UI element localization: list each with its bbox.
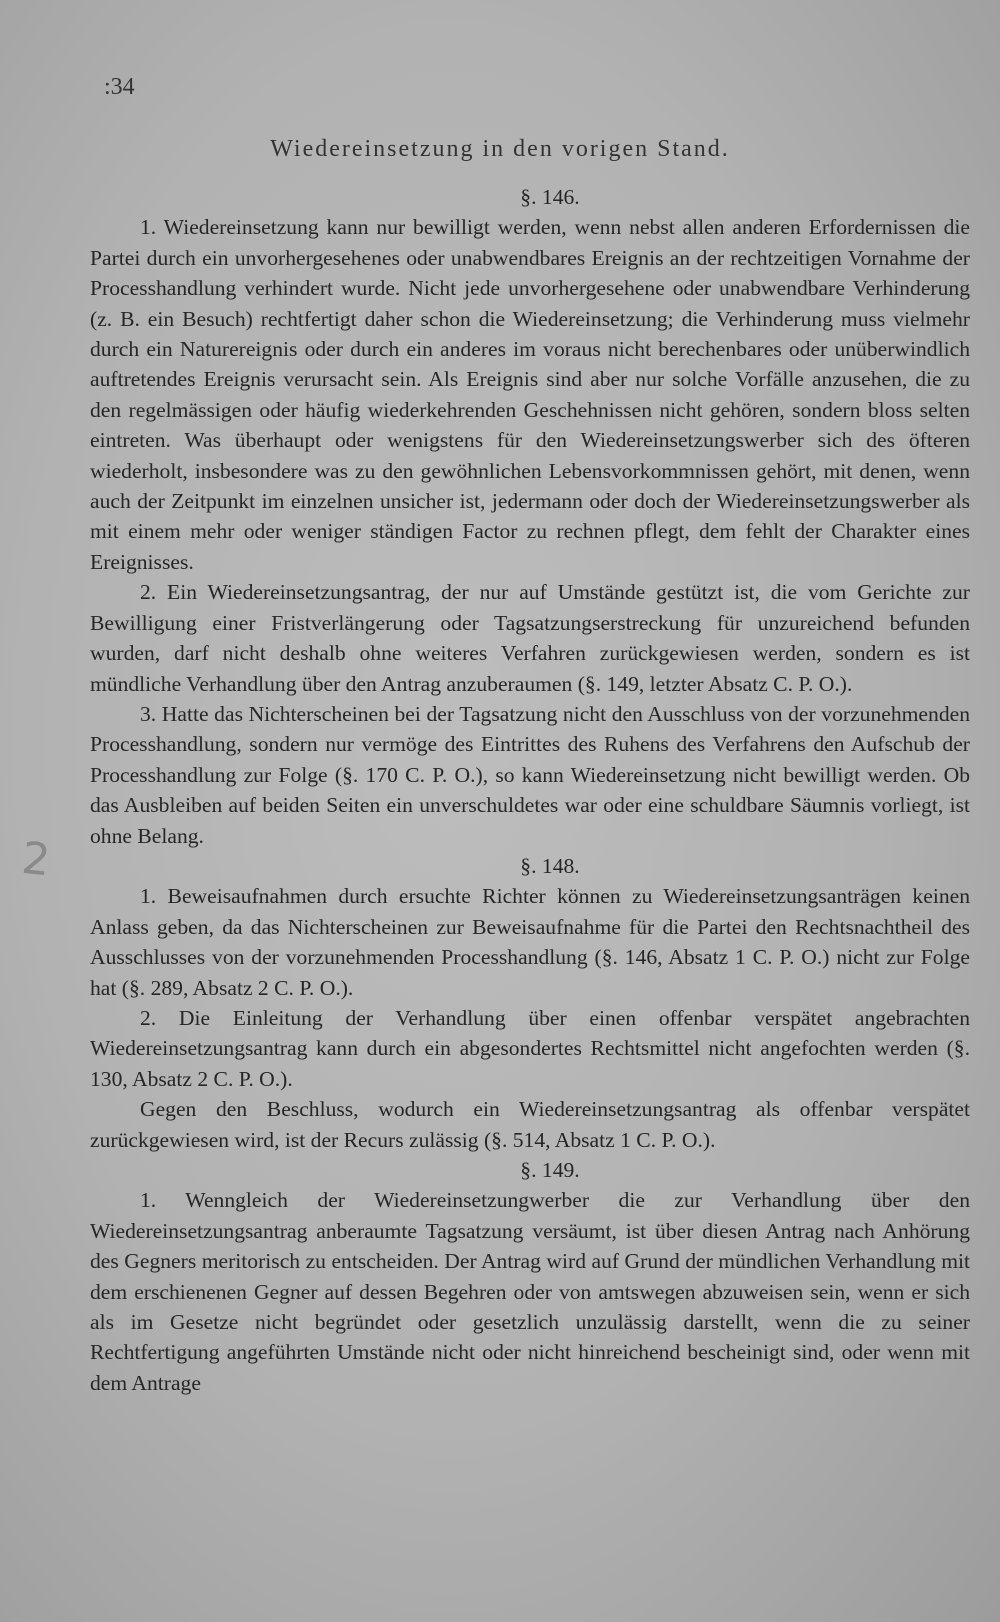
paragraph-148-2: 2. Die Einleitung der Verhandlung über einen offenbar verspätet angebrachten Wiedereinsetzungsantrag kann durch ein abgesondertes Rechtsmittel nicht angefochten werden (§. 130, Absatz 2 C. P. O.). <box>90 1005 970 1091</box>
paragraph-146-3: 3. Hatte das Nichterscheinen bei der Tagsatzung nicht den Ausschluss von der vorzunehmenden Processhandlung, sondern nur vermöge des Eintrittes des Ruhens des Verfahrens den Aufschub der Processhandlung zur Folge (§. 170 C. P. O.), so kann Wiedereinsetzung nicht bewilligt werden. Ob das Ausbleiben auf beiden Seiten ein unverschuldetes war oder eine schuldbare Säumnis vorliegt, ist ohne Belang. <box>90 701 970 848</box>
page-number: :34 <box>104 74 135 100</box>
paragraph-146-1: 1. Wiedereinsetzung kann nur bewilligt werden, wenn nebst allen anderen Erfordernissen die Partei durch ein unvorhergesehenes oder unabwendbares Ereignis an der rechtzeitigen Vornahme der Processhandlung verhindert wurde. Nicht jede unvorhergesehene oder unabwendbare Verhinderung (z. B. ein Besuch) rechtfertigt daher schon die Wiedereinsetzung; die Verhinderung muss vielmehr durch ein Naturereignis oder durch ein anderes im voraus nicht berechenbares oder unüberwindlich auftretendes Ereignis verursacht sein. Als Ereignis sind aber nur solche Vorfälle anzusehen, die zu den regelmässigen oder häufig wiederkehrenden Geschehnissen nicht gehören, sondern bloss selten eintreten. Was überhaupt oder wenigstens für den Wiedereinsetzungswerber sich des öfteren wiederholt, insbesondere was zu den gewöhnlichen Lebensvorkommnissen gehört, mit denen, wenn auch der Zeitpunkt im einzelnen unsicher ist, jedermann oder doch der Wiedereinsetzungswerber als mit einem mehr oder weniger ständigen Factor zu rechnen pflegt, dem fehlt der Charakter eines Ereignisses. <box>90 215 970 574</box>
paragraph-146-2: 2. Ein Wiedereinsetzungsantrag, der nur auf Umstände gestützt ist, die vom Gerichte zur Bewilligung einer Fristverlängerung oder Tagsatzungserstreckung für unzureichend befunden wurden, darf nicht deshalb ohne weiteres Verfahren zurückgewiesen werden, sondern es ist mündliche Verhandlung über den Antrag anzuberaumen (§. 149, letzter Absatz C. P. O.). <box>90 580 970 696</box>
section-heading-149: §. 149. <box>520 1158 580 1182</box>
paragraph-149-1: 1. Wenngleich der Wiedereinsetzungwerber die zur Verhandlung über den Wiedereinsetzungsantrag anberaumte Tagsatzung versäumt, ist über diesen Antrag nach Anhörung des Gegners meritorisch zu entscheiden. Der Antrag wird auf Grund der mündlichen Verhandlung mit dem erschienenen Gegner auf dessen Begehren oder von amtswegen abzuweisen sein, wenn er sich als im Gesetze nicht begründet oder gesetzlich unzulässig darstellt, wenn die zu seiner Rechtfertigung angeführten Umstände nicht oder nicht hinreichend bescheinigt sind, oder wenn mit dem Antrage <box>90 1188 970 1395</box>
body-text <box>90 182 970 1398</box>
paragraph-148-1: 1. Beweisaufnahmen durch ersuchte Richter können zu Wiedereinsetzungsanträgen keinen Anlass geben, da das Nichterscheinen zur Beweisaufnahme für die Partei den Rechtsnachtheil des Ausschlusses von der vorzunehmenden Processhandlung (§. 146, Absatz 1 C. P. O.) nicht zur Folge hat (§. 289, Absatz 2 C. P. O.). <box>90 884 970 1000</box>
handwritten-margin-mark: 2 <box>19 832 53 887</box>
section-heading-148: §. 148. <box>520 853 580 878</box>
paragraph-148-3: Gegen den Beschluss, wodurch ein Wiedereinsetzungsantrag als offenbar verspätet zurückgewiesen wird, ist der Recurs zulässig (§. 514, Absatz 1 C. P. O.). <box>90 1097 970 1152</box>
running-title: Wiedereinsetzung in den vorigen Stand. <box>270 136 730 162</box>
section-heading-146: §. 146. <box>520 185 580 209</box>
